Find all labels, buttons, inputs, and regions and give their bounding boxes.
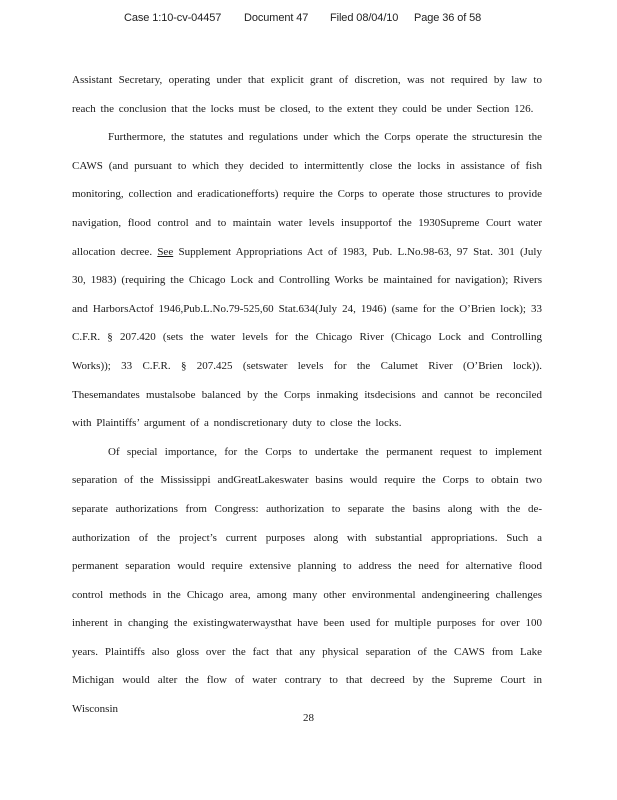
citation-signal: See — [157, 245, 174, 258]
paragraph-text: Of special importance, for the Corps to undertake the permanent request to implement separation of the Mississippi andGreatLakeswater basins would require the Corps to obtain two separate authorizations from Congress: authorization to separate the basins along with the de-authorization of the project’s current purposes along with substantial appropriations. Such a permanent separation would require extensive planning to address the need for alternative flood control methods in the Chicago area, among many other environmental andengineering challenges inherent in changing the existingwaterwaysthat have been used for multiple purposes for over 100 years. Plaintiffs also gloss over the fact that any physical separation of the CAWS from Lake Michigan would alter the flow of water contrary to that decreed by the Supreme Court in Wisconsin — [72, 445, 542, 716]
body-paragraph — [72, 66, 542, 123]
paragraph-text: Supplement Appropriations Act of 1983, Pub. L.No.98-63, 97 Stat. 301 (July 30, 1983) (requiring the Chicago Lock and Controlling Works be maintained for navigation); Rivers and HarborsActof 1946,Pub.L.No.79-525,60 Stat.634(July 24, 1946) (same for the O’Brien lock); 33 C.F.R. § 207.420 (sets the water levels for the Chicago River (Chicago Lock and Controlling Works)); 33 C.F.R. § 207.425 (setswater levels for the Calumet River (O’Brien lock)). Thesemandates mustalsobe balanced by the Corps inmaking itsdecisions and cannot be reconciled with Plaintiffs’ argument of a nondiscretionary duty to close the locks. — [72, 245, 542, 430]
body-text — [72, 66, 542, 724]
document-number: Document 47 — [244, 12, 309, 24]
paragraph-text: Assistant Secretary, operating under that explicit grant of discretion, was not required by law to reach the conclusion that the locks must be closed, to the extent they could be under Section 126. — [72, 74, 542, 115]
page-number: 28 — [303, 712, 314, 724]
body-paragraph — [72, 438, 542, 724]
body-paragraph — [72, 123, 542, 438]
paragraph-text: Furthermore, the statutes and regulations under which the Corps operate the structuresin the CAWS (and pursuant to which they decided to intermittently close the locks in assistance of fish monitoring, collection and eradicationefforts) require the Corps to operate those structures to provide navigation, flood control and to maintain water levels insupportof the 1930Supreme Court water allocation decree. — [72, 131, 542, 258]
filed-date: Filed 08/04/10 — [330, 12, 399, 24]
page-indicator: Page 36 of 58 — [414, 12, 482, 24]
case-number: Case 1:10-cv-04457 — [124, 12, 222, 24]
